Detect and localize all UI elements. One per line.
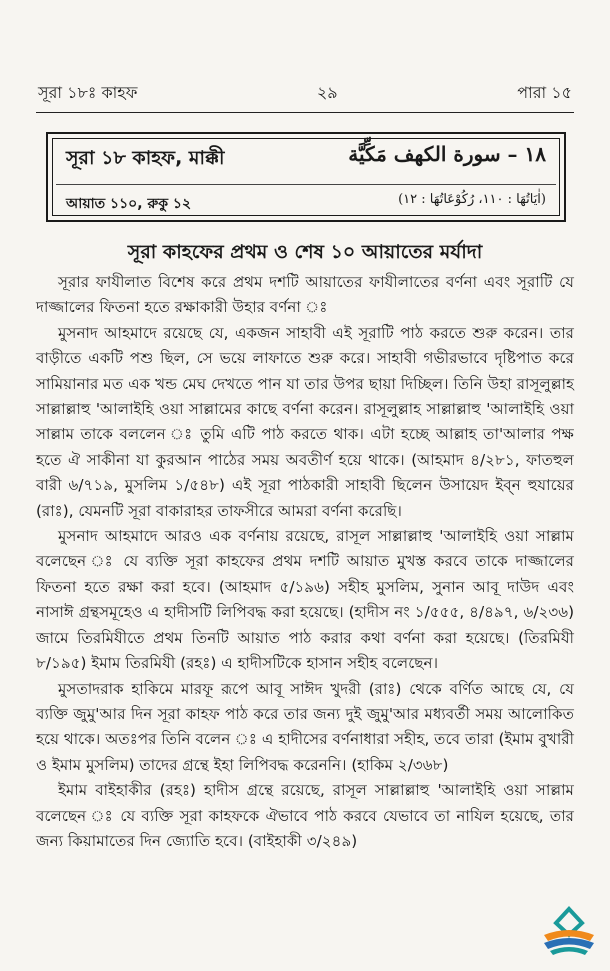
paragraph: মুসনাদ আহমাদে আরও এক বর্ণনায় রয়েছে, রাসূল সাল্লাল্লাহু 'আলাইহি ওয়া সাল্লাম বলেছেন ঃ যে ব্যক্তি সূরা কাহফের প্রথম দশটি আয়াত মুখস্ত করবে তাকে দাজ্জালের ফিতনা হতে রক্ষা করা হবে। (আহমাদ ৫/১৯৬) সহীহ মুসলিম, সুনান আবূ দাউদ এবং নাসাঈ গ্রন্থসমূহেও এ হাদীসটি লিপিবদ্ধ করা হয়েছে। (হাদীস নং ১/৫৫৫, ৪/৪৯৭, ৬/২৩৬) জামে তিরমিযীতে প্রথম তিনটি আয়াত পাঠ করার কথা বর্ণনা করা হয়েছে। (তিরমিযী ৮/১৯৫) ইমাম তিরমিযী (রহঃ) এ হাদীসটিকে হাসান সহীহ বলেছেন। — [36, 527, 574, 673]
surah-bengali-name: সূরা ১৮ কাহফ, মাক্কী — [66, 147, 225, 169]
paragraph: ইমাম বাইহাকীর (রহঃ) হাদীস গ্রন্থে রয়েছে, রাসূল সাল্লাল্লাহু 'আলাইহি ওয়া সাল্লাম বলেছেন ঃ যে ব্যক্তি সূরা কাহফকে ঐভাবে পাঠ করবে যেভাবে তা নাযিল হয়েছে, তার জন্য কিয়ামাতের দিন জ্যোতি হবে। (বাইহাকী ৩/২৪৯) — [36, 781, 574, 850]
surah-reference: সূরা ১৮ঃ কাহফ — [38, 82, 138, 102]
surah-info-box — [46, 132, 566, 222]
paragraph: সূরার ফাযীলাত বিশেষ করে প্রথম দশটি আয়াতের ফাযীলাতের বর্ণনা এবং সূরাটি যে দাজ্জালের ফিতনা হতে রক্ষাকারী উহার বর্ণনা ঃ — [36, 273, 574, 317]
box-divider — [56, 184, 556, 185]
body-text — [36, 270, 574, 854]
publisher-logo-icon — [538, 905, 600, 957]
header-divider — [36, 112, 574, 113]
surah-arabic-stats: (اٰيَاتُهَا : ١١٠، رُكُوْعَاتُهَا : ١٢) — [398, 192, 546, 207]
surah-arabic-name: ١٨ – سورة الكهف مَكِّيَّة — [348, 142, 546, 166]
paragraph: মুসনাদ আহমাদে রয়েছে যে, একজন সাহাবী এই সূরাটি পাঠ করতে শুরু করেন। তার বাড়ীতে একটি পশু ছিল, সে ভয়ে লাফাতে শুরু করে। সাহাবী গভীরভাবে দৃষ্টিপাত করে সামিয়ানার মত এক খন্ড মেঘ দেখতে পান যা তার উপর ছায়া দিচ্ছিল। তিনি উহা রাসূলুল্লাহ সাল্লাল্লাহু 'আলাইহি ওয়া সাল্লামের কাছে বর্ণনা করেন। রাসূলুল্লাহ সাল্লাল্লাহু 'আলাইহি ওয়া সাল্লাম তাকে বললেন ঃ তুমি এটি পাঠ করতে থাক। এটা হচ্ছে আল্লাহ তা'আলার পক্ষ হতে ঐ সাকীনা যা কুরআন পাঠের সময় অবতীর্ণ হয়ে থাকে। (আহমাদ ৪/২৮১, ফাতহুল বারী ৬/৭১৯, মুসলিম ১/৫৪৮) এই সূরা পাঠকারী সাহাবী ছিলেন উসায়েদ ইব্ন হুযায়ের (রাঃ), যেমনটি সূরা বাকারাহর তাফসীরে আমরা বর্ণনা করেছি। — [36, 323, 574, 520]
page-number: ২৯ — [316, 82, 338, 102]
surah-bengali-stats: আয়াত ১১০, রুকু ১২ — [66, 196, 192, 212]
running-header — [38, 80, 572, 106]
paragraph: মুসতাদরাক হাকিমে মারফূ রূপে আবূ সাঈদ খুদরী (রাঃ) থেকে বর্ণিত আছে যে, যে ব্যক্তি জুমু'আর দিন সূরা কাহফ পাঠ করে তার জন্য দুই জুমু'আর মধ্যবর্তী সময় আলোকিত হয়ে থাকে। অতঃপর তিনি বলেন ঃ এ হাদীসের বর্ণনাধারা সহীহ, তবে তারা (ইমাম বুখারী ও ইমাম মুসলিম) তাদের গ্রন্থে ইহা লিপিবদ্ধ করেননি। (হাকিম ২/৩৬৮) — [36, 679, 574, 774]
para-number: পারা ১৫ — [517, 82, 572, 102]
section-title: সূরা কাহফের প্রথম ও শেষ ১০ আয়াতের মর্যাদা — [127, 241, 483, 263]
